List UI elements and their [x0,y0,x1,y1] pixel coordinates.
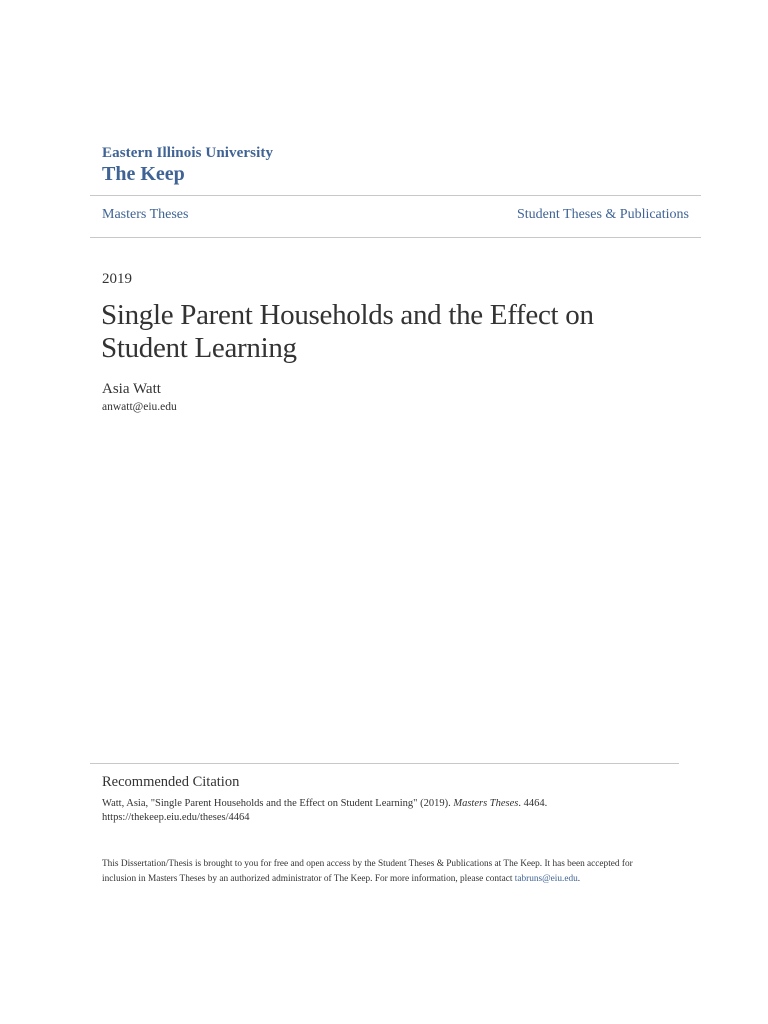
author-email: anwatt@eiu.edu [102,401,177,413]
author-name: Asia Watt [102,381,161,397]
student-theses-link[interactable]: Student Theses & Publications [516,207,689,222]
access-line-2-end: . [577,874,581,884]
citation-text [102,797,682,825]
access-line-1: This Dissertation/Thesis is brought to you for free and open access by the Student Theses & Publications at The Keep. It has been accepted for [102,859,633,869]
repository-link[interactable]: The Keep [102,163,185,185]
citation-suffix: . 4464. [518,798,548,809]
repository-header [102,145,273,186]
publication-year: 2019 [102,271,132,287]
masters-theses-link[interactable]: Masters Theses [102,207,189,222]
citation-series: Masters Theses [453,798,519,809]
contact-email-link[interactable]: tabruns@eiu.edu [514,874,578,884]
citation-url: https://thekeep.eiu.edu/theses/4464 [102,812,250,823]
citation-prefix: Watt, Asia, "Single Parent Households and the Effect on Student Learning" (2019). [102,798,454,809]
access-statement [102,857,682,887]
document-title [101,299,661,365]
citation-divider [90,763,679,764]
institution-link[interactable]: Eastern Illinois University [102,145,274,161]
title-line-1: Single Parent Households and the Effect on [101,299,594,331]
title-line-2: Student Learning [101,332,297,364]
access-line-2: inclusion in Masters Theses by an authorized administrator of The Keep. For more information, please contact [102,874,515,884]
top-divider [90,195,701,196]
citation-heading: Recommended Citation [102,774,240,790]
series-divider [90,237,701,238]
